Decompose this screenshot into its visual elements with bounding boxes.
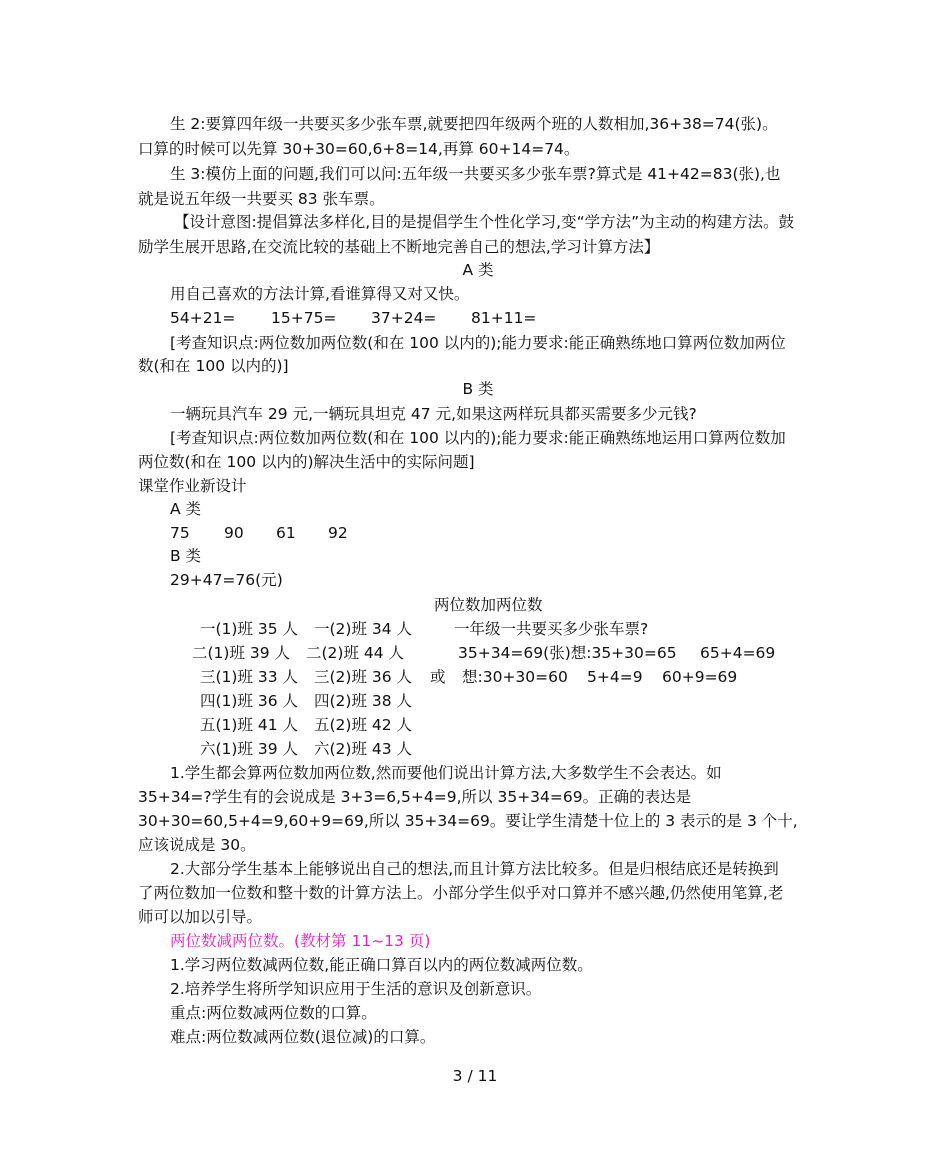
reflection-2-line2: 了两位数加一位数和整十数的计算方法上。小部分学生似乎对口算并不感兴趣,仍然使用笔算,老 [138,884,784,902]
board-calc-2: 想:30+30=60 [462,668,568,686]
board-calc-2c: 60+9=69 [662,668,738,686]
board-row-5-class1: 五(1)班 41 人 [200,716,299,734]
board-row-4-class2: 四(2)班 38 人 [314,692,413,710]
board-row-6-class2: 六(2)班 43 人 [314,740,413,758]
section-a-instruction: 用自己喜欢的方法计算,看谁算得又对又快。 [170,285,470,303]
homework-a-label: A 类 [170,500,202,518]
board-row-2-class2: 二(2)班 44 人 [306,644,405,662]
reflection-1-line1: 1.学生都会算两位数加两位数,然而要他们说出计算方法,大多数学生不会表达。如 [170,764,722,782]
problem-1: 54+21= [170,309,236,327]
paragraph-student3-line1: 生 3:模仿上面的问题,我们可以问:五年级一共要买多少张车票?算式是 41+42=83(张),也 [170,165,781,183]
answer-4: 92 [328,524,348,542]
page-number: 3 / 11 [452,1067,498,1085]
board-row-1-class1: 一(1)班 35 人 [200,620,299,638]
board-row-5-class2: 五(2)班 42 人 [314,716,413,734]
section-b-heading: B 类 [462,380,494,398]
paragraph-student3-line2: 就是说五年级一共要买 83 张车票。 [138,190,385,208]
problem-4: 81+11= [471,309,537,327]
problem-2: 15+75= [271,309,337,327]
section-b-note-line2: 两位数(和在 100 以内的)解决生活中的实际问题] [138,453,475,471]
problem-3: 37+24= [371,309,437,327]
answer-1: 75 [170,524,190,542]
reflection-2-line3: 师可以加以引导。 [138,908,263,926]
reflection-1-line2: 35+34=?学生有的会说成是 3+3=6,5+4=9,所以 35+34=69。正确的表达是 [138,788,692,806]
board-row-4-class1: 四(1)班 36 人 [200,692,299,710]
paragraph-student2-line2: 口算的时候可以先算 30+30=60,6+8=14,再算 60+14=74。 [138,140,580,158]
section-a-note-line2: 数(和在 100 以内的)] [138,357,289,375]
board-row-3-class1: 三(1)班 33 人 [200,668,299,686]
homework-b-label: B 类 [170,547,202,565]
next-lesson-goal-1: 1.学习两位数减两位数,能正确口算百以内的两位数减两位数。 [170,956,593,974]
board-or: 或 [430,668,446,686]
next-lesson-goal-2: 2.培养学生将所学知识应用于生活的意识及创新意识。 [170,980,542,998]
board-question: 一年级一共要买多少张车票? [454,620,649,638]
section-a-problems [170,308,536,328]
section-a-note-line1: [考查知识点:两位数加两位数(和在 100 以内的);能力要求:能正确熟练地口算两位数加两位 [170,334,786,352]
paragraph-student2-line1: 生 2:要算四年级一共要买多少张车票,就要把四年级两个班的人数相加,36+38=74(张)。 [170,115,778,133]
section-b-note-line1: [考查知识点:两位数加两位数(和在 100 以内的);能力要求:能正确熟练地运用口算两位数加 [170,429,786,447]
next-lesson-difficulty: 难点:两位数减两位数(退位减)的口算。 [170,1028,436,1046]
section-a-heading: A 类 [462,261,494,279]
design-intent-line1: 【设计意图:提倡算法多样化,目的是提倡学生个性化学习,变“学方法”为主动的构建方法。鼓 [174,213,795,231]
board-row-2-class1: 二(1)班 39 人 [192,644,291,662]
answer-2: 90 [224,524,244,542]
homework-b-answer: 29+47=76(元) [170,571,283,589]
next-lesson-key-point: 重点:两位数减两位数的口算。 [170,1004,377,1022]
board-row-3-class2: 三(2)班 36 人 [314,668,413,686]
homework-a-answers [170,523,348,543]
homework-title: 课堂作业新设计 [138,477,247,495]
board-row-1-class2: 一(2)班 34 人 [314,620,413,638]
reflection-1-line4: 应该说成是 30。 [138,836,256,854]
board-calc-1: 35+34=69(张)想:35+30=65 [458,644,677,662]
board-calc-2b: 5+4=9 [587,668,643,686]
answer-3: 61 [276,524,296,542]
section-b-question: 一辆玩具汽车 29 元,一辆玩具坦克 47 元,如果这两样玩具都买需要多少元钱? [170,405,697,423]
next-lesson-title: 两位数减两位数。(教材第 11~13 页) [170,932,431,950]
board-title: 两位数加两位数 [434,596,543,614]
reflection-2-line1: 2.大部分学生基本上能够说出自己的想法,而且计算方法比较多。但是归根结底还是转换到 [170,860,779,878]
reflection-1-line3: 30+30=60,5+4=9,60+9=69,所以 35+34=69。要让学生清楚十位上的 3 表示的是 3 个十, [138,812,798,830]
board-calc-1b: 65+4=69 [700,644,776,662]
design-intent-line2: 励学生展开思路,在交流比较的基础上不断地完善自己的想法,学习计算方法】 [138,238,660,256]
board-row-6-class1: 六(1)班 39 人 [200,740,299,758]
